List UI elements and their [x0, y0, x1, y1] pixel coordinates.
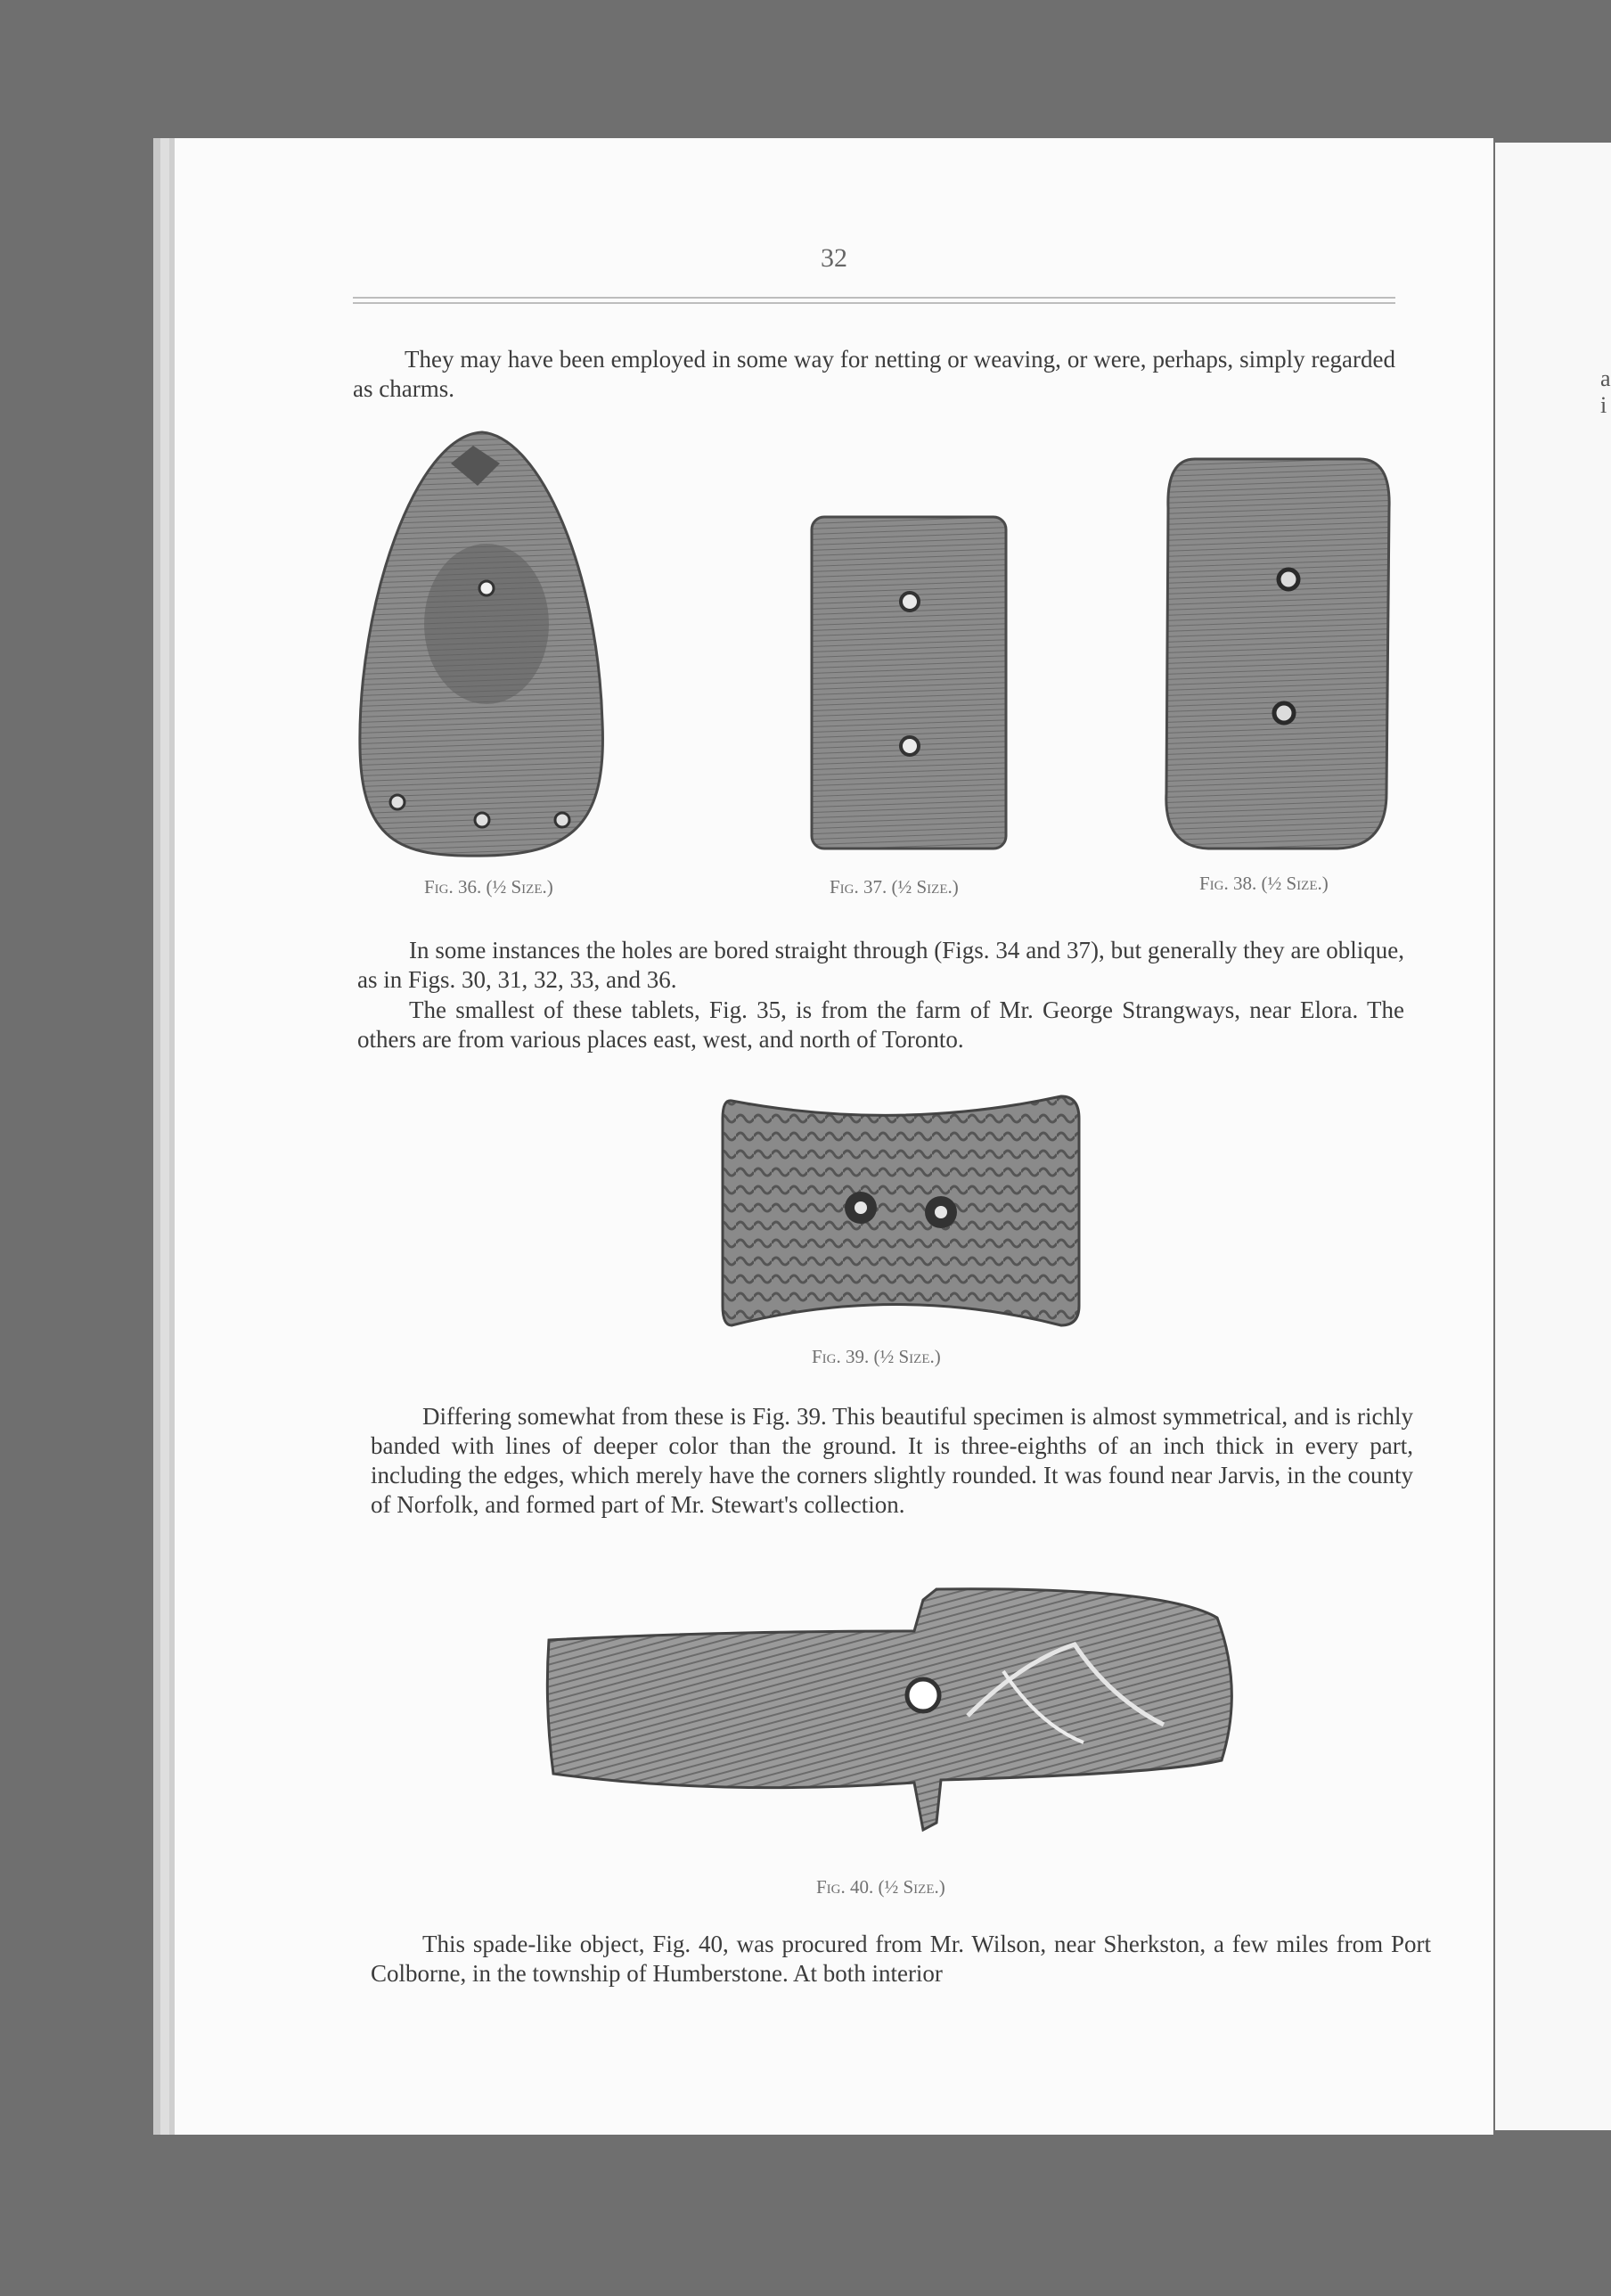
adjacent-page-text: a — [1600, 365, 1611, 391]
figure-37-caption: Fig. 37. (½ Size.) — [830, 876, 959, 898]
intro-paragraph: They may have been employed in some way for netting or weaving, or were, perhaps, simply regarded as charms. — [353, 346, 1395, 402]
figure-39-paragraph: Differing somewhat from these is Fig. 39. This beautiful specimen is almost symmetrical, and is richly banded with lines of deeper color than the ground. It is three-eighths of an inch thick in every part, including the edges, which merely have the corners slightly rounded. It was found near Jarvis, in the county of Norfolk, and formed part of Mr. Stewart's collection. — [371, 1403, 1413, 1518]
adjacent-page-text: i — [1600, 392, 1607, 418]
holes-paragraph: In some instances the holes are bored straight through (Figs. 34 and 37), but generally they are oblique, as in Figs. 30, 31, 32, 33, and 36. — [357, 937, 1404, 993]
figure-36-caption: Fig. 36. (½ Size.) — [424, 876, 553, 898]
page-number: 32 — [821, 243, 847, 273]
figure-40-paragraph: This spade-like object, Fig. 40, was procured from Mr. Wilson, near Sherkston, a few miles from Port Colborne, in the township of Humberstone. At both interior — [371, 1931, 1431, 1987]
figure-38-caption: Fig. 38. (½ Size.) — [1199, 873, 1329, 894]
figure-36-egg-tablet — [353, 428, 611, 865]
figure-38-rounded-tablet — [1159, 455, 1395, 856]
adjacent-page — [1495, 143, 1611, 2130]
figure-40-caption: Fig. 40. (½ Size.) — [816, 1876, 945, 1898]
figure-40-spade-object — [540, 1582, 1253, 1836]
figure-39-bowtie-tablet — [718, 1092, 1084, 1332]
book-page — [169, 138, 1493, 2135]
figure-37-rectangular-tablet — [807, 512, 1012, 856]
smallest-tablet-paragraph: The smallest of these tablets, Fig. 35, is from the farm of Mr. George Strangways, near Elora. The others are from various places east, west, and north of Toronto. — [357, 996, 1404, 1053]
figure-39-caption: Fig. 39. (½ Size.) — [812, 1346, 941, 1367]
header-rule — [353, 302, 1395, 304]
header-rule — [353, 297, 1395, 299]
